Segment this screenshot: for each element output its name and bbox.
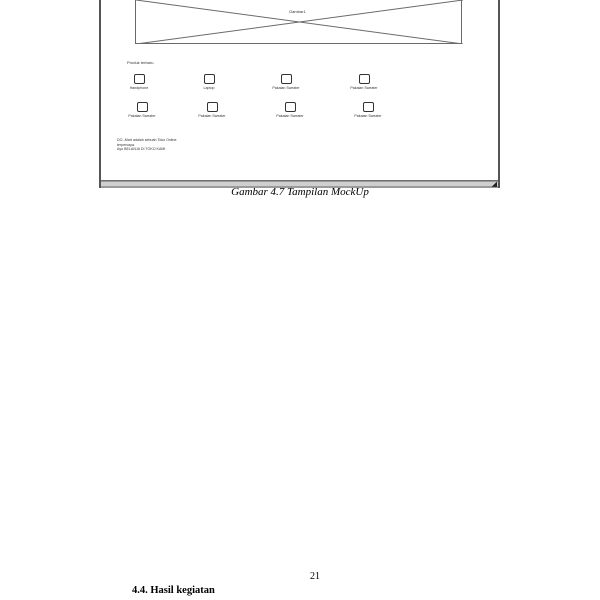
placeholder-label: Gambar1 bbox=[289, 9, 306, 14]
product-item[interactable] bbox=[109, 74, 169, 90]
figure-caption: Gambar 4.7 Tampilan MockUp bbox=[231, 186, 369, 198]
page-number: 21 bbox=[310, 571, 320, 582]
mockup-image bbox=[99, 0, 500, 188]
section-label: Produk terbaru bbox=[127, 60, 154, 65]
product-label: Pakaian Sweater bbox=[198, 114, 226, 118]
resize-grip-icon[interactable]: ◢ bbox=[491, 181, 497, 188]
product-image-icon bbox=[134, 74, 145, 84]
product-label: Handphone bbox=[129, 86, 149, 90]
product-label: Laptop bbox=[203, 86, 215, 90]
store-description bbox=[117, 138, 176, 152]
description-line: Ayo BELANJA DI TOKO KAMI bbox=[117, 147, 166, 152]
description-line: DO--Mart adalah sebuah Toko Online bbox=[117, 138, 177, 142]
product-item[interactable] bbox=[179, 74, 239, 90]
product-item[interactable] bbox=[112, 102, 172, 118]
product-image-icon bbox=[281, 74, 292, 84]
product-label: Pakaian Sweater bbox=[272, 86, 300, 90]
product-item[interactable] bbox=[334, 74, 394, 90]
product-image-icon bbox=[204, 74, 215, 84]
product-item[interactable] bbox=[260, 102, 320, 118]
product-label: Pakaian Sweater bbox=[276, 114, 304, 118]
product-image-icon bbox=[207, 102, 218, 112]
product-item[interactable] bbox=[256, 74, 316, 90]
product-item[interactable] bbox=[338, 102, 398, 118]
product-label: Pakaian Sweater bbox=[128, 114, 156, 118]
product-label: Pakaian Sweater bbox=[354, 114, 382, 118]
product-item[interactable] bbox=[182, 102, 242, 118]
product-image-icon bbox=[285, 102, 296, 112]
product-image-icon bbox=[137, 102, 148, 112]
description-line: terpercaya. bbox=[117, 142, 135, 147]
product-label: Pakaian Sweater bbox=[350, 86, 378, 90]
product-image-icon bbox=[363, 102, 374, 112]
section-heading: 4.4. Hasil kegiatan bbox=[132, 585, 215, 596]
image-placeholder bbox=[135, 0, 462, 44]
placeholder-cross bbox=[136, 0, 463, 44]
product-image-icon bbox=[359, 74, 370, 84]
